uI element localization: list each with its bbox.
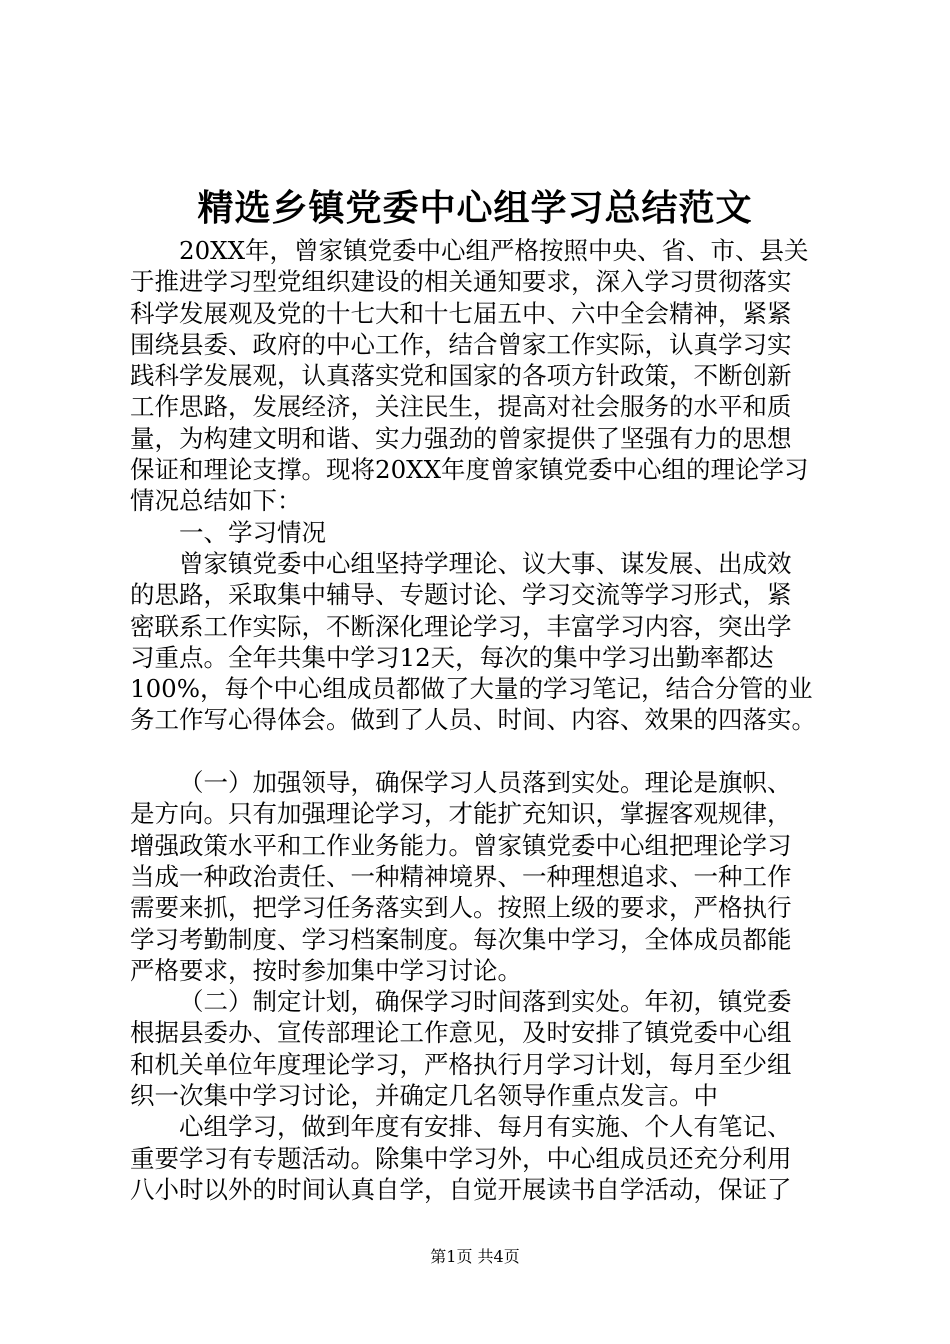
text-line: 科学发展观及党的十七大和十七届五中、六中全会精神，紧紧 xyxy=(130,298,792,328)
document-title: 精选乡镇党委中心组学习总结范文 xyxy=(197,187,753,229)
text-line: 心组学习，做到年度有安排、每月有实施、个人有笔记、 xyxy=(179,1112,792,1142)
text-line: 曾家镇党委中心组坚持学理论、议大事、谋发展、出成效 xyxy=(179,548,792,578)
section-heading: 一、学习情况 xyxy=(179,517,326,547)
text-line: 情况总结如下： xyxy=(130,486,302,516)
text-line: 严格要求，按时参加集中学习讨论。 xyxy=(130,955,522,985)
text-line: （二）制定计划，确保学习时间落到实处。年初，镇党委 xyxy=(179,987,792,1017)
text-line: 根据县委办、宣传部理论工作意见，及时安排了镇党委中心组 xyxy=(130,1018,792,1048)
text-line: 围绕县委、政府的中心工作，结合曾家工作实际，认真学习实 xyxy=(130,329,792,359)
text-line: 重要学习有专题活动。除集中学习外，中心组成员还充分利用 xyxy=(130,1143,792,1173)
page-footer: 第1页 共4页 xyxy=(430,1247,520,1266)
text-line: 于推进学习型党组织建设的相关通知要求，深入学习贯彻落实 xyxy=(130,267,792,297)
text-line: 习重点。全年共集中学习12天，每次的集中学习出勤率都达 xyxy=(130,642,774,672)
text-line: 保证和理论支撑。现将20XX年度曾家镇党委中心组的理论学习 xyxy=(130,455,809,485)
text-line: 当成一种政治责任、一种精神境界、一种理想追求、一种工作 xyxy=(130,861,792,891)
text-line: 务工作写心得体会。做到了人员、时间、内容、效果的四落实。 xyxy=(130,705,816,735)
text-line: 学习考勤制度、学习档案制度。每次集中学习，全体成员都能 xyxy=(130,924,792,954)
text-line: 需要来抓，把学习任务落实到人。按照上级的要求，严格执行 xyxy=(130,893,792,923)
text-line: 增强政策水平和工作业务能力。曾家镇党委中心组把理论学习 xyxy=(130,830,792,860)
text-line: 践科学发展观，认真落实党和国家的各项方针政策，不断创新 xyxy=(130,361,792,391)
text-line: 是方向。只有加强理论学习，才能扩充知识，掌握客观规律， xyxy=(130,799,792,829)
text-line: 100%，每个中心组成员都做了大量的学习笔记，结合分管的业 xyxy=(130,674,813,704)
document-body xyxy=(130,235,836,1205)
text-line: 织一次集中学习讨论，并确定几名领导作重点发言。中 xyxy=(130,1081,718,1111)
text-line: 八小时以外的时间认真自学，自觉开展读书自学活动，保证了 xyxy=(130,1174,792,1204)
text-line: 20XX年，曾家镇党委中心组严格按照中央、省、市、县关 xyxy=(179,236,809,265)
text-line: 量，为构建文明和谐、实力强劲的曾家提供了坚强有力的思想 xyxy=(130,423,792,453)
text-line: 工作思路，发展经济，关注民生，提高对社会服务的水平和质 xyxy=(130,392,792,422)
blank-line xyxy=(130,736,836,767)
text-line: 和机关单位年度理论学习，严格执行月学习计划，每月至少组 xyxy=(130,1049,792,1079)
text-line: 密联系工作实际，不断深化理论学习，丰富学习内容，突出学 xyxy=(130,611,792,641)
text-line: （一）加强领导，确保学习人员落到实处。理论是旗帜、 xyxy=(179,768,792,798)
text-line: 的思路，采取集中辅导、专题讨论、学习交流等学习形式，紧 xyxy=(130,580,792,610)
